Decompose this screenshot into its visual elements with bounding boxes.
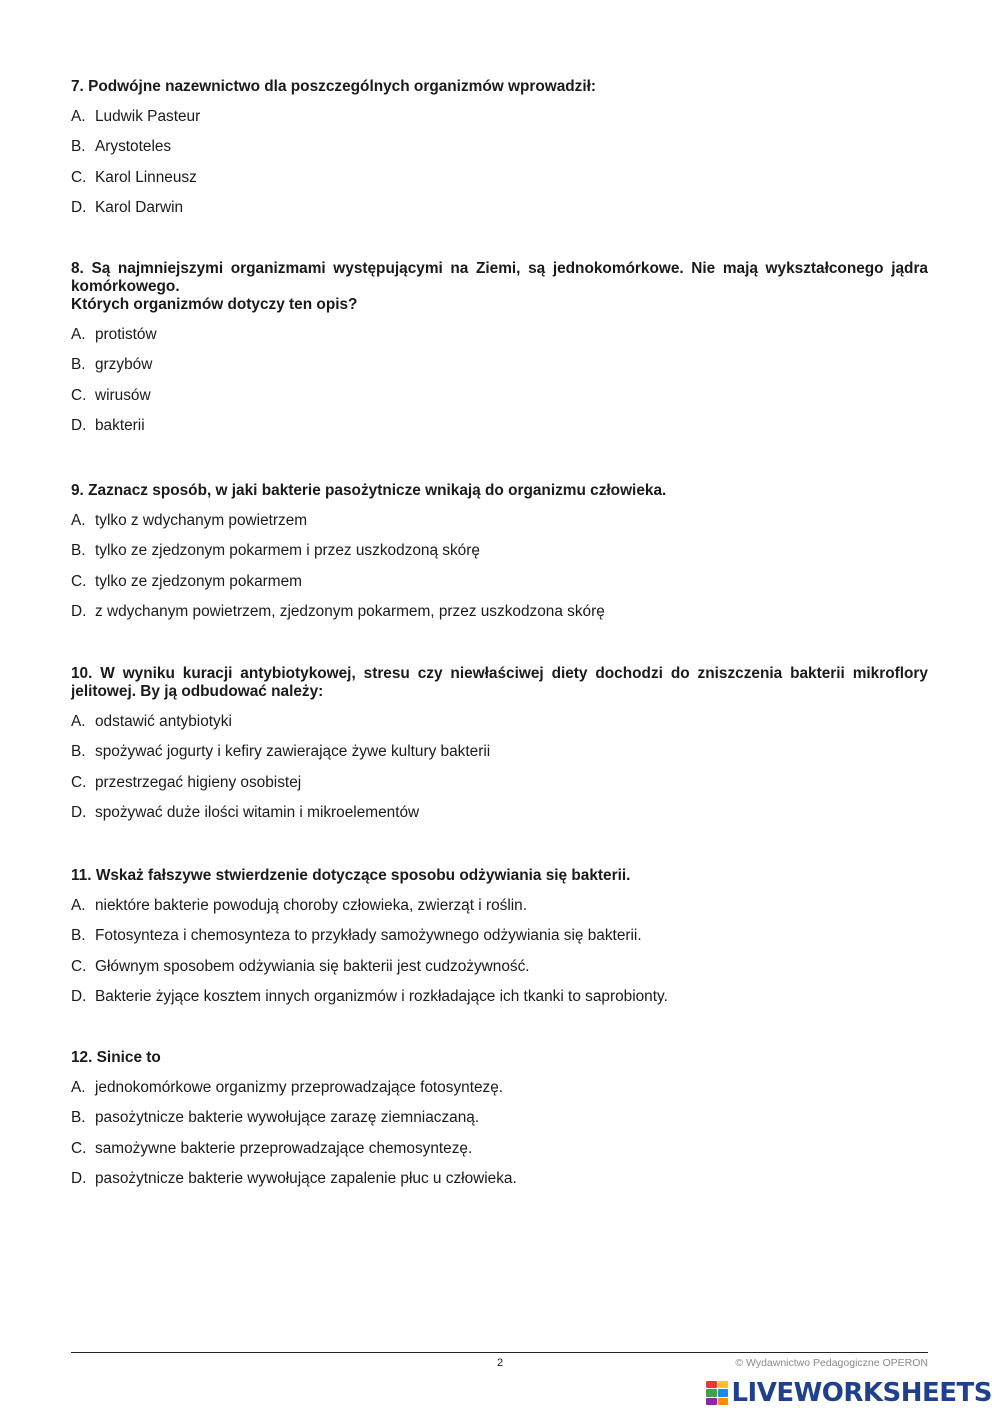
answer-option-d[interactable]: [71, 988, 928, 1006]
answer-list: [71, 897, 928, 1006]
question-10: [71, 665, 928, 834]
question-text: [71, 260, 928, 314]
answer-letter: D.: [71, 987, 87, 1005]
answer-option-a[interactable]: [71, 897, 928, 915]
answer-text: niektóre bakterie powodują choroby człowieka, zwierząt i roślin.: [95, 897, 527, 914]
answer-text: wirusów: [95, 386, 151, 404]
answer-text: jednokomórkowe organizmy przeprowadzające fotosyntezę.: [95, 1079, 504, 1096]
answer-letter: C.: [71, 957, 87, 975]
question-9: [71, 482, 928, 633]
answer-option-a[interactable]: [71, 108, 928, 126]
answer-text: protistów: [95, 326, 157, 343]
question-line: 8. Są najmniejszymi organizmami występującymi na Ziemi, są jednokomórkowe. Nie mają wykształconego jądra: [71, 260, 928, 277]
question-line: 9. Zaznacz sposób, w jaki bakterie pasożytnicze wnikają do organizmu człowieka.: [71, 482, 667, 499]
liveworksheets-brand: [706, 1378, 992, 1408]
answer-option-d[interactable]: [71, 804, 928, 822]
answer-text: Głównym sposobem odżywiania się bakterii jest cudzożywność.: [95, 957, 530, 975]
question-line: 11. Wskaż fałszywe stwierdzenie dotyczące sposobu odżywiania się bakterii.: [71, 867, 631, 884]
answer-option-c[interactable]: [71, 958, 928, 976]
answer-letter: B.: [71, 138, 86, 156]
answer-option-d[interactable]: [71, 199, 928, 217]
answer-letter: A.: [71, 326, 86, 343]
answer-text: bakterii: [95, 416, 145, 434]
answer-option-a[interactable]: [71, 713, 928, 731]
question-8: [71, 260, 928, 447]
answer-text: pasożytnicze bakterie wywołujące zarazę ziemniaczaną.: [95, 1109, 480, 1127]
answer-option-b[interactable]: [71, 743, 928, 761]
question-line: 7. Podwójne nazewnictwo dla poszczególnych organizmów wprowadził:: [71, 78, 597, 95]
question-text: [71, 665, 928, 701]
answer-list: [71, 512, 928, 621]
question-11: [71, 867, 928, 1018]
answer-option-d[interactable]: [71, 603, 928, 621]
answer-letter: B.: [71, 743, 86, 761]
answer-text: tylko ze zjedzonym pokarmem i przez uszkodzoną skórę: [95, 542, 480, 560]
answer-text: z wdychanym powietrzem, zjedzonym pokarmem, przez uszkodzona skórę: [95, 602, 605, 620]
answer-text: przestrzegać higieny osobistej: [95, 773, 302, 791]
answer-option-b[interactable]: [71, 356, 928, 374]
answer-option-d[interactable]: [71, 1170, 928, 1188]
question-text: [71, 867, 928, 885]
answer-text: Ludwik Pasteur: [95, 108, 201, 125]
answer-list: [71, 1079, 928, 1188]
question-line: Których organizmów dotyczy ten opis?: [71, 296, 358, 313]
answer-text: pasożytnicze bakterie wywołujące zapalenie płuc u człowieka.: [95, 1169, 517, 1187]
answer-text: odstawić antybiotyki: [95, 713, 232, 730]
answer-letter: C.: [71, 572, 87, 590]
answer-option-c[interactable]: [71, 387, 928, 405]
answer-option-c[interactable]: [71, 169, 928, 187]
answer-option-c[interactable]: [71, 573, 928, 591]
answer-option-d[interactable]: [71, 417, 928, 435]
answer-letter: D.: [71, 803, 87, 821]
answer-letter: C.: [71, 386, 87, 404]
question-12: [71, 1049, 928, 1200]
question-line: 10. W wyniku kuracji antybiotykowej, stresu czy niewłaściwej diety dochodzi do zniszczenia bakterii mikroflory: [71, 665, 928, 682]
answer-letter: C.: [71, 1139, 87, 1157]
answer-option-a[interactable]: [71, 326, 928, 344]
answer-option-b[interactable]: [71, 1109, 928, 1127]
answer-text: Bakterie żyjące kosztem innych organizmów i rozkładające ich tkanki to saprobionty.: [95, 987, 668, 1005]
answer-letter: A.: [71, 1079, 86, 1096]
answer-letter: A.: [71, 108, 86, 125]
answer-text: Arystoteles: [95, 138, 172, 156]
answer-text: spożywać jogurty i kefiry zawierające żywe kultury bakterii: [95, 743, 491, 761]
answer-text: spożywać duże ilości witamin i mikroelementów: [95, 803, 420, 821]
answer-option-b[interactable]: [71, 138, 928, 156]
question-text: [71, 78, 928, 96]
answer-letter: B.: [71, 1109, 86, 1127]
answer-option-b[interactable]: [71, 927, 928, 945]
answer-option-b[interactable]: [71, 542, 928, 560]
question-line: komórkowego.: [71, 278, 180, 295]
question-7: [71, 78, 928, 229]
answer-option-c[interactable]: [71, 1140, 928, 1158]
answer-letter: D.: [71, 198, 87, 216]
answer-letter: D.: [71, 602, 87, 620]
answer-letter: D.: [71, 1169, 87, 1187]
answer-text: tylko ze zjedzonym pokarmem: [95, 572, 302, 590]
answer-text: Karol Linneusz: [95, 168, 197, 186]
question-line: jelitowej. By ją odbudować należy:: [71, 683, 324, 700]
answer-letter: B.: [71, 542, 86, 560]
answer-letter: A.: [71, 897, 86, 914]
answer-text: samożywne bakterie przeprowadzające chemosyntezę.: [95, 1139, 473, 1157]
page-number: 2: [496, 1357, 504, 1369]
question-text: [71, 482, 928, 500]
liveworksheets-logo-icon: [706, 1381, 728, 1405]
answer-list: [71, 713, 928, 822]
answer-letter: B.: [71, 356, 86, 374]
footer-divider: [71, 1352, 928, 1353]
answer-option-a[interactable]: [71, 512, 928, 530]
answer-option-a[interactable]: [71, 1079, 928, 1097]
liveworksheets-wordmark: LIVEWORKSHEETS: [731, 1378, 992, 1408]
answer-option-c[interactable]: [71, 774, 928, 792]
answer-letter: B.: [71, 927, 86, 945]
answer-letter: A.: [71, 713, 86, 730]
answer-text: grzybów: [95, 356, 153, 374]
question-line: 12. Sinice to: [71, 1049, 161, 1066]
answer-list: [71, 326, 928, 435]
answer-letter: C.: [71, 773, 87, 791]
copyright-notice: © Wydawnictwo Pedagogiczne OPERON: [735, 1357, 928, 1369]
answer-text: Fotosynteza i chemosynteza to przykłady samożywnego odżywiania się bakterii.: [95, 927, 642, 945]
answer-list: [71, 108, 928, 217]
answer-letter: C.: [71, 168, 87, 186]
answer-letter: D.: [71, 416, 87, 434]
answer-text: tylko z wdychanym powietrzem: [95, 512, 308, 529]
answer-text: Karol Darwin: [95, 198, 184, 216]
question-text: [71, 1049, 928, 1067]
answer-letter: A.: [71, 512, 86, 529]
